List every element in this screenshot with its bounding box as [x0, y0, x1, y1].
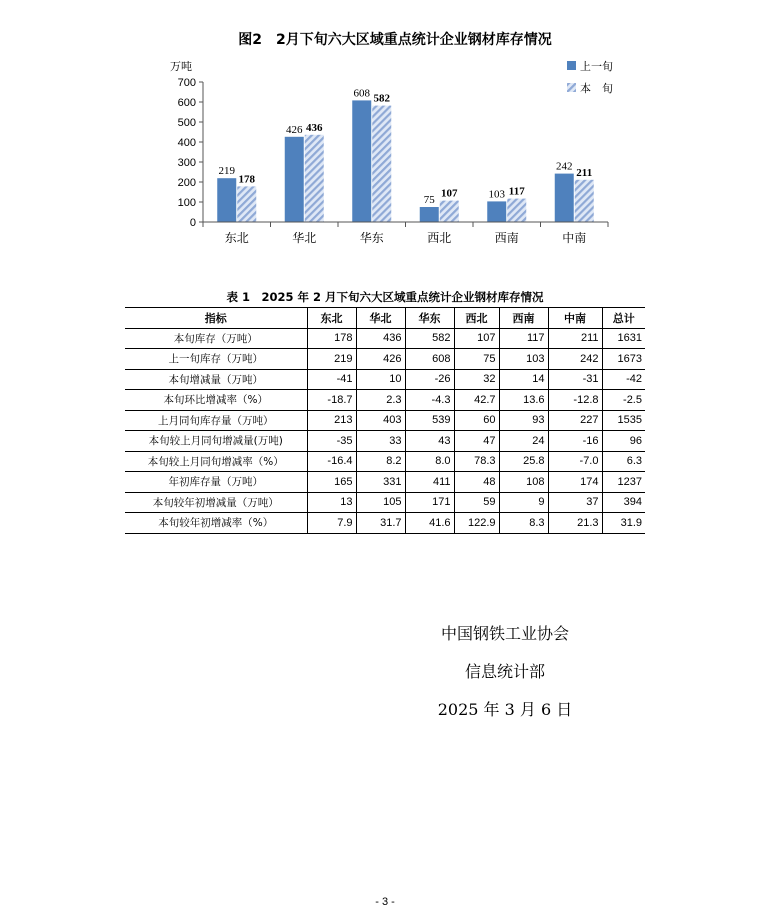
table-cell: 1237 — [602, 472, 645, 493]
table-cell: -16 — [548, 431, 602, 452]
table-cell: 331 — [356, 472, 405, 493]
table-cell: 21.3 — [548, 513, 602, 534]
table-cell: -31 — [548, 369, 602, 390]
data-label: 103 — [488, 188, 505, 201]
data-label: 75 — [423, 194, 435, 206]
table-row — [125, 410, 645, 431]
table-row — [125, 349, 645, 370]
row-label: 本旬较年初增减量（万吨） — [125, 492, 307, 513]
row-label: 年初库存量（万吨） — [125, 472, 307, 493]
column-header: 华东 — [405, 308, 454, 329]
bar-current — [440, 201, 459, 222]
table-cell: 1535 — [602, 410, 645, 431]
table-cell: 78.3 — [454, 451, 499, 472]
table-row — [125, 451, 645, 472]
row-label: 本旬增减量（万吨） — [125, 369, 307, 390]
row-label: 上月同旬库存量（万吨） — [125, 410, 307, 431]
table-cell: 426 — [356, 349, 405, 370]
column-header: 华北 — [356, 308, 405, 329]
table-cell: 60 — [454, 410, 499, 431]
table-cell: -26 — [405, 369, 454, 390]
table-row — [125, 472, 645, 493]
table-cell: 43 — [405, 431, 454, 452]
y-tick-label: 700 — [177, 77, 196, 89]
legend-swatch-prev — [567, 61, 576, 70]
row-label: 本旬环比增减率（%） — [125, 390, 307, 411]
legend-label-current: 本 旬 — [580, 82, 613, 95]
table-cell: 242 — [548, 349, 602, 370]
row-label: 本旬较年初增减率（%） — [125, 513, 307, 534]
table-cell: 25.8 — [499, 451, 548, 472]
row-label: 上一旬库存（万吨） — [125, 349, 307, 370]
table-cell: 41.6 — [405, 513, 454, 534]
x-axis — [203, 222, 608, 245]
bar-chart — [0, 0, 770, 260]
table-cell: -18.7 — [307, 390, 356, 411]
table-row — [125, 328, 645, 349]
bar-previous — [420, 207, 439, 222]
data-label: 219 — [218, 165, 235, 178]
bar-previous — [217, 178, 236, 222]
table-cell: 14 — [499, 369, 548, 390]
table-cell: 1673 — [602, 349, 645, 370]
row-label: 本旬较上月同旬增减量(万吨) — [125, 431, 307, 452]
data-label: 242 — [556, 160, 573, 173]
table-cell: 582 — [405, 328, 454, 349]
table-cell: 171 — [405, 492, 454, 513]
table-cell: 13 — [307, 492, 356, 513]
data-label: 426 — [286, 123, 303, 136]
legend — [567, 59, 613, 95]
data-label: 211 — [576, 166, 593, 179]
table-cell: 32 — [454, 369, 499, 390]
column-header: 中南 — [548, 308, 602, 329]
table-cell: 31.7 — [356, 513, 405, 534]
table-cell: 117 — [499, 328, 548, 349]
table-cell: 165 — [307, 472, 356, 493]
table-cell: 1631 — [602, 328, 645, 349]
page-number: - 3 - — [375, 896, 395, 908]
table-row — [125, 390, 645, 411]
bars-group — [217, 87, 594, 222]
table-cell: 411 — [405, 472, 454, 493]
table-row — [125, 431, 645, 452]
y-tick-label: 500 — [177, 117, 196, 129]
table-cell: -12.8 — [548, 390, 602, 411]
table-row — [125, 513, 645, 534]
bar-previous — [352, 100, 371, 222]
table-cell: 436 — [356, 328, 405, 349]
row-label: 本旬较上月同旬增减率（%） — [125, 451, 307, 472]
data-label: 178 — [238, 173, 255, 186]
y-axis — [178, 77, 203, 229]
table-cell: -16.4 — [307, 451, 356, 472]
category-label: 中南 — [562, 231, 587, 245]
table-cell: 48 — [454, 472, 499, 493]
category-label: 西北 — [427, 231, 452, 245]
data-label: 117 — [508, 185, 525, 198]
table-cell: 122.9 — [454, 513, 499, 534]
table-cell: 93 — [499, 410, 548, 431]
y-tick-label: 100 — [177, 197, 196, 209]
table-cell: -7.0 — [548, 451, 602, 472]
table-cell: 47 — [454, 431, 499, 452]
bar-current — [305, 135, 324, 222]
signature-org: 中国钢铁工业协会 — [440, 624, 569, 643]
category-label: 西南 — [494, 231, 519, 245]
table-cell: -42 — [602, 369, 645, 390]
table-cell: 75 — [454, 349, 499, 370]
data-label: 107 — [441, 187, 458, 200]
y-axis-label: 万吨 — [170, 61, 192, 73]
table-cell: 108 — [499, 472, 548, 493]
signature-date: 2025 年 3 月 6 日 — [437, 700, 573, 719]
bar-current — [237, 186, 256, 222]
column-header: 总计 — [602, 308, 645, 329]
column-header: 西南 — [499, 308, 548, 329]
category-label: 东北 — [224, 231, 249, 245]
table-row — [125, 369, 645, 390]
column-header: 东北 — [307, 308, 356, 329]
bar-previous — [487, 201, 506, 222]
table-cell: 394 — [602, 492, 645, 513]
y-tick-label: 300 — [177, 157, 196, 169]
data-label: 436 — [306, 121, 323, 134]
legend-swatch-current — [567, 83, 576, 92]
table-cell: 33 — [356, 431, 405, 452]
row-label: 本旬库存（万吨） — [125, 328, 307, 349]
table-cell: 178 — [307, 328, 356, 349]
table-cell: 107 — [454, 328, 499, 349]
inventory-table — [125, 307, 645, 534]
chart-title: 图2 2月下旬六大区域重点统计企业钢材库存情况 — [238, 32, 552, 48]
table-cell: 8.3 — [499, 513, 548, 534]
y-tick-label: 400 — [177, 137, 196, 149]
bar-current — [372, 106, 391, 222]
table-cell: 213 — [307, 410, 356, 431]
table-cell: 8.2 — [356, 451, 405, 472]
table-cell: 37 — [548, 492, 602, 513]
bar-current — [575, 180, 594, 222]
table-row — [125, 492, 645, 513]
y-tick-label: 600 — [177, 97, 196, 109]
table-cell: 539 — [405, 410, 454, 431]
table-title: 表 1 2025 年 2 月下旬六大区域重点统计企业钢材库存情况 — [226, 290, 544, 304]
table-cell: 608 — [405, 349, 454, 370]
data-label: 608 — [353, 87, 370, 100]
column-header: 西北 — [454, 308, 499, 329]
table-cell: 174 — [548, 472, 602, 493]
table-cell: 211 — [548, 328, 602, 349]
table-cell: -35 — [307, 431, 356, 452]
table-cell: 6.3 — [602, 451, 645, 472]
table-cell: 219 — [307, 349, 356, 370]
table-cell: 9 — [499, 492, 548, 513]
table-cell: 227 — [548, 410, 602, 431]
table-cell: 42.7 — [454, 390, 499, 411]
table-cell: -2.5 — [602, 390, 645, 411]
bar-previous — [285, 137, 304, 222]
legend-label-prev: 上一旬 — [580, 60, 613, 73]
signature-dept: 信息统计部 — [464, 662, 545, 681]
table-cell: 24 — [499, 431, 548, 452]
bar-current — [507, 199, 526, 222]
table-cell: 59 — [454, 492, 499, 513]
table-header-row — [125, 308, 645, 329]
category-label: 华东 — [359, 231, 384, 245]
table-cell: 7.9 — [307, 513, 356, 534]
table-cell: 103 — [499, 349, 548, 370]
table-cell: 105 — [356, 492, 405, 513]
column-header: 指标 — [125, 308, 307, 329]
category-label: 华北 — [292, 231, 317, 245]
table-cell: 2.3 — [356, 390, 405, 411]
table-cell: 403 — [356, 410, 405, 431]
data-label: 582 — [373, 92, 390, 105]
bar-previous — [555, 174, 574, 222]
table-cell: -41 — [307, 369, 356, 390]
table-cell: 96 — [602, 431, 645, 452]
table-cell: 8.0 — [405, 451, 454, 472]
y-tick-label: 200 — [177, 177, 196, 189]
table-cell: 31.9 — [602, 513, 645, 534]
table-cell: 13.6 — [499, 390, 548, 411]
table-cell: -4.3 — [405, 390, 454, 411]
y-tick-label: 0 — [189, 217, 196, 229]
table-cell: 10 — [356, 369, 405, 390]
